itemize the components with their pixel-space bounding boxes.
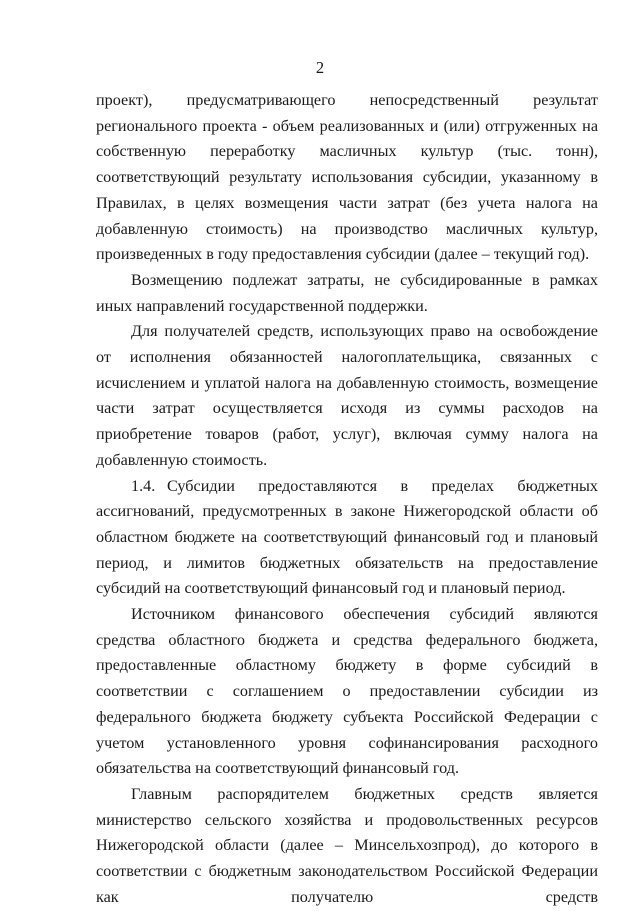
item-text: Субсидии предоставляются в пределах бюджетных ассигнований, предусмотренных в законе Нижегородской области об областном бюджете на соответствующий финансовый год и плановый период, и лимитов бюджетных обязательств на предоставление субсидий на соответствующий финансовый год и плановый период. bbox=[96, 476, 598, 598]
paragraph-reimbursable-costs: Возмещению подлежат затраты, не субсидированные в рамках иных направлений государственной поддержки. bbox=[96, 270, 598, 315]
item-number: 1.4. bbox=[131, 476, 156, 495]
page-number: 2 bbox=[315, 58, 325, 77]
paragraph-chief-administrator: Главным распорядителем бюджетных средств является министерство сельского хозяйства и продовольственных ресурсов Нижегородской области (далее – Минсельхозпрод), до которого в соответствии с бюджетным законодательством Российской Федерации как получателю средств bbox=[96, 784, 598, 906]
document-body bbox=[96, 88, 598, 911]
paragraph-1-4 bbox=[96, 474, 598, 603]
paragraph-vat-exemption: Для получателей средств, использующих право на освобождение от исполнения обязанностей налогоплательщика, связанных с исчислением и уплатой налога на добавленную стоимость, возмещение части затрат осуществляется исходя из суммы расходов на приобретение товаров (работ, услуг), включая сумму налога на добавленную стоимость. bbox=[96, 322, 598, 469]
paragraph-project-continuation: проект), предусматривающего непосредственный результат регионального проекта - объем реализованных и (или) отгруженных на собственную переработку масличных культур (тыс. тонн), соответствующий результату использования субсидии, указанному в Правилах, в целях возмещения части затрат (без учета налога на добавленную стоимость) на производство масличных культур, произведенных в году предоставления субсидии (далее – текущий год). bbox=[96, 91, 598, 264]
paragraph-funding-source: Источником финансового обеспечения субсидий являются средства областного бюджета и средства федерального бюджета, предоставленные областному бюджету в форме субсидий в соответствии с соглашением о предоставлении субсидии из федерального бюджета бюджету субъекта Российской Федерации с учетом установленного уровня софинансирования расходного обязательства на соответствующий финансовый год. bbox=[96, 605, 598, 778]
